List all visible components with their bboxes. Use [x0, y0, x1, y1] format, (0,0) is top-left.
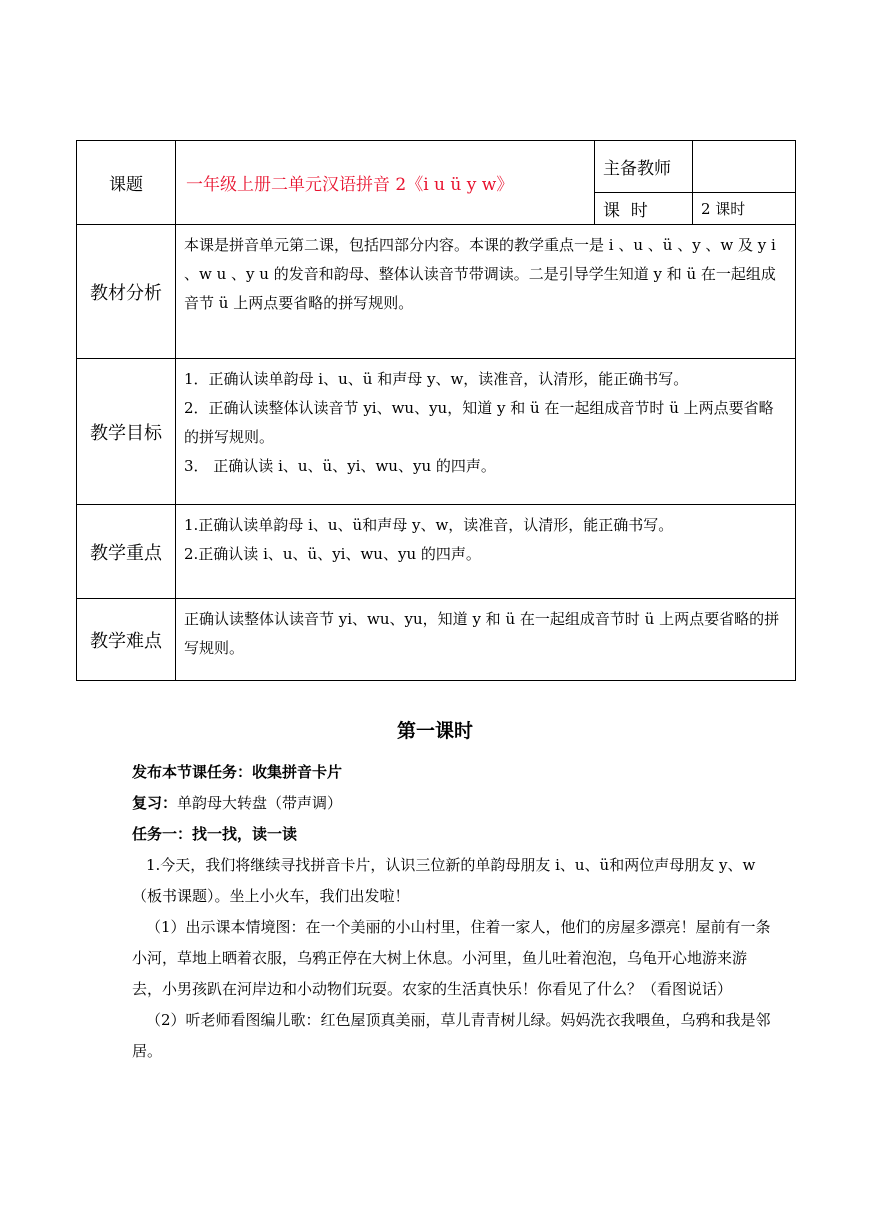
keypoints-row: [77, 505, 796, 599]
difficulty-row: [77, 599, 796, 681]
section-title: 第一课时: [396, 720, 473, 742]
topic-value: 一年级上册二单元汉语拼音 2《i u ü y w》: [176, 141, 595, 225]
objectives-row: [77, 359, 796, 505]
analysis-label: 教材分析: [77, 225, 176, 359]
task-release: 发布本节课任务：收集拼音卡片: [132, 763, 343, 781]
analysis-line: 本课是拼音单元第二课，包括四部分内容。本课的教学重点一是 i 、u 、ü 、y 、w 及 y i 、w u 、y u 的发音和韵母、整体认读音节带调读。二是引导学生知道 y 和 ü 在一起组成音节 ü 上两点要省略的拼写规则。: [184, 236, 776, 312]
period-value: 2 课时: [693, 193, 796, 225]
teacher-value: [693, 141, 796, 193]
lesson-plan-table: [76, 140, 796, 681]
keypoint-line-2: 2.正确认读 i、u、ü、yi、wu、yu 的四声。: [184, 545, 481, 563]
review-text: 单韵母大转盘（带声调）: [177, 794, 343, 812]
objective-line-1: 1．正确认读单韵母 i、u、ü 和声母 y、w，读准音，认清形，能正确书写。: [184, 370, 689, 388]
objectives-label: 教学目标: [77, 359, 176, 505]
keypoint-line-1: 1.正确认读单韵母 i、u、ü和声母 y、w，读准音，认清形，能正确书写。: [184, 516, 674, 534]
teacher-label: 主备教师: [595, 141, 693, 193]
analysis-text: [176, 225, 796, 359]
objective-line-2: 2．正确认读整体认读音节 yi、wu、yu，知道 y 和 ü 在一起组成音节时 ü 上两点要省略的拼写规则。: [184, 399, 774, 446]
objectives-text: [176, 359, 796, 505]
keypoints-label: 教学重点: [77, 505, 176, 599]
review-line: [132, 788, 772, 819]
task-one-heading: 任务一：找一找，读一读: [132, 825, 298, 843]
topic-label: 课题: [77, 141, 176, 225]
paragraph-2: （1）出示课本情境图：在一个美丽的小山村里，住着一家人，他们的房屋多漂亮！屋前有一条小河，草地上晒着衣服，乌鸦正停在大树上休息。小河里，鱼儿吐着泡泡，乌龟开心地游来游去，小男孩趴在河岸边和小动物们玩耍。农家的生活真快乐！你看见了什么？（看图说话）: [132, 918, 771, 998]
difficulty-text: [176, 599, 796, 681]
lesson-body: [132, 757, 772, 1067]
analysis-row: [77, 225, 796, 359]
difficulty-line: 正确认读整体认读音节 yi、wu、yu，知道 y 和 ü 在一起组成音节时 ü 上两点要省略的拼写规则。: [184, 610, 780, 657]
review-label: 复习：: [132, 794, 178, 812]
difficulty-label: 教学难点: [77, 599, 176, 681]
paragraph-3: （2）听老师看图编儿歌：红色屋顶真美丽，草儿青青树儿绿。妈妈洗衣我喂鱼，乌鸦和我是邻居。: [132, 1011, 771, 1060]
paragraph-1: 1.今天，我们将继续寻找拼音卡片，认识三位新的单韵母朋友 i、u、ü和两位声母朋友 y、w（板书课题）。坐上小火车，我们出发啦！: [132, 856, 756, 905]
keypoints-text: [176, 505, 796, 599]
period-label: 课 时: [595, 193, 693, 225]
objective-line-3: 3． 正确认读 i、u、ü、yi、wu、yu 的四声。: [184, 457, 496, 475]
topic-row: [77, 141, 796, 193]
